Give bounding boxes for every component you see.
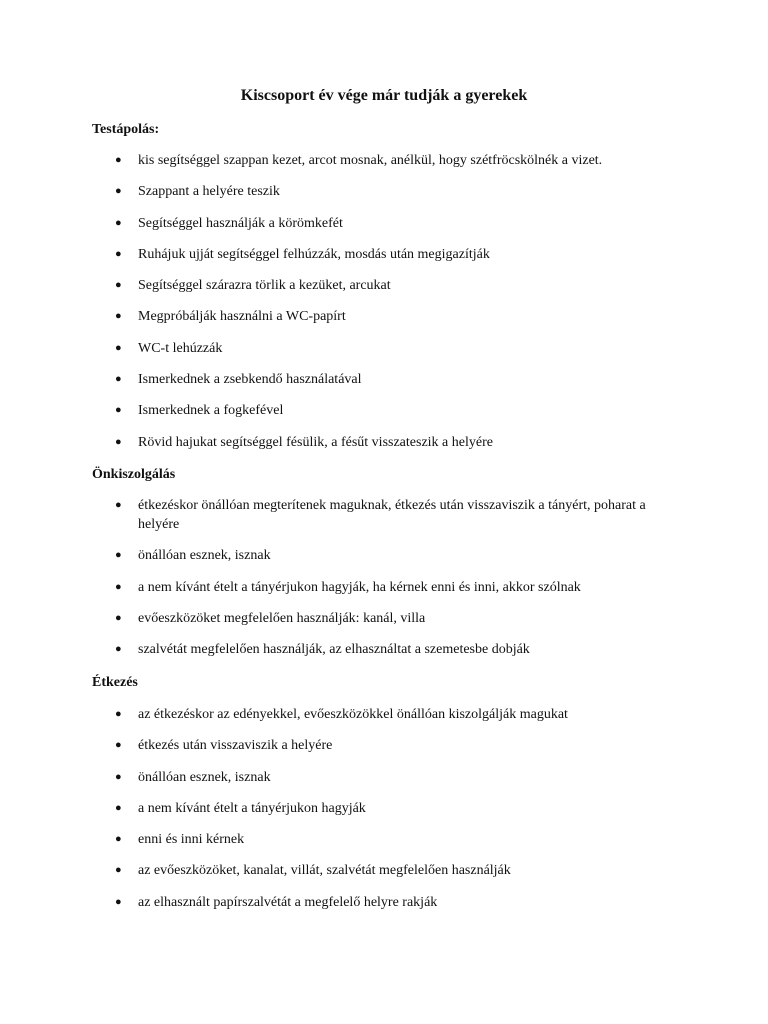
list-item [0, 546, 768, 565]
list-item-text: étkezés után visszaviszik a helyére [138, 738, 333, 754]
list-item [0, 799, 768, 818]
bullet-icon: ● [115, 185, 122, 198]
bullet-icon: ● [115, 435, 122, 448]
list-item [0, 578, 768, 597]
list-item [0, 830, 768, 849]
bullet-icon: ● [115, 404, 122, 417]
bullet-icon: ● [115, 247, 122, 260]
list-item-text: Rövid hajukat segítséggel fésülik, a fésűt visszateszik a helyére [138, 434, 493, 450]
section-heading-testapolas: Testápolás: [92, 122, 160, 137]
section-list-testapolas [0, 151, 768, 464]
list-item [0, 861, 768, 880]
list-item [0, 736, 768, 755]
section-list-onkiszolgalas [0, 496, 768, 671]
list-item [0, 182, 768, 201]
list-item-text: önállóan esznek, isznak [138, 769, 271, 785]
list-item [0, 276, 768, 295]
list-item [0, 433, 768, 452]
list-item-text: enni és inni kérnek [138, 832, 245, 848]
section-heading-onkiszolgalas: Önkiszolgálás [92, 467, 176, 482]
list-item-text: a nem kívánt ételt a tányérjukon hagyják, ha kérnek enni és inni, akkor szólnak [138, 579, 581, 595]
bullet-icon: ● [115, 770, 122, 783]
bullet-icon: ● [115, 373, 122, 386]
list-item [0, 401, 768, 420]
list-item-text: szalvétát megfelelően használják, az elhasználtat a szemetesbe dobják [138, 642, 530, 658]
list-item-text: Ruhájuk ujját segítséggel felhúzzák, mosdás után megigazítják [138, 246, 490, 262]
list-item-text: a nem kívánt ételt a tányérjukon hagyják [138, 800, 366, 816]
list-item [0, 214, 768, 233]
list-item [0, 640, 768, 659]
list-item-text: WC-t lehúzzák [138, 340, 223, 356]
list-item-text: Segítséggel szárazra törlik a kezüket, arcukat [138, 278, 391, 294]
bullet-icon: ● [115, 833, 122, 846]
bullet-icon: ● [115, 739, 122, 752]
bullet-icon: ● [115, 708, 122, 720]
bullet-icon: ● [115, 643, 122, 656]
section-heading-etkezes: Étkezés [92, 675, 138, 690]
list-item [0, 370, 768, 389]
bullet-icon: ● [115, 549, 122, 562]
list-item-text: az étkezéskor az edényekkel, evőeszközökkel önállóan kiszolgálják magukat [138, 707, 568, 722]
bullet-icon: ● [115, 580, 122, 593]
list-item [0, 609, 768, 628]
list-item [0, 496, 768, 534]
list-item [0, 893, 768, 912]
bullet-icon: ● [115, 341, 122, 354]
bullet-icon: ● [115, 499, 122, 511]
list-item [0, 245, 768, 264]
list-item [0, 339, 768, 358]
list-item-text: önállóan esznek, isznak [138, 548, 271, 564]
list-item-text: étkezéskor önállóan megterítenek maguknak, étkezés után visszaviszik a tányért, poharat a helyére [138, 498, 646, 532]
bullet-icon: ● [115, 216, 122, 229]
bullet-icon: ● [115, 864, 122, 877]
list-item [0, 768, 768, 787]
list-item-text: Ismerkednek a fogkefével [138, 403, 284, 419]
list-item-text: evőeszközöket megfelelően használják: kanál, villa [138, 610, 426, 626]
section-list-etkezes [0, 705, 768, 924]
list-item-text: Megpróbálják használni a WC-papírt [138, 309, 346, 325]
list-item [0, 307, 768, 326]
bullet-icon: ● [115, 279, 122, 292]
list-item-text: az evőeszközöket, kanalat, villát, szalvétát megfelelően használják [138, 863, 511, 879]
list-item [0, 151, 768, 170]
bullet-icon: ● [115, 310, 122, 323]
page-title: Kiscsoport év vége már tudják a gyerekek [240, 87, 528, 104]
bullet-icon: ● [115, 611, 122, 624]
list-item-text: Segítséggel használják a körömkefét [138, 215, 343, 231]
list-item [0, 705, 768, 724]
list-item-text: az elhasznált papírszalvétát a megfelelő helyre rakják [138, 894, 438, 910]
list-item-text: Ismerkednek a zsebkendő használatával [138, 372, 362, 388]
bullet-icon: ● [115, 801, 122, 814]
list-item-text: Szappant a helyére teszik [138, 184, 280, 200]
list-item-text: kis segítséggel szappan kezet, arcot mosnak, anélkül, hogy szétfröcskölnék a vizet. [138, 153, 603, 168]
bullet-icon: ● [115, 154, 122, 166]
bullet-icon: ● [115, 895, 122, 908]
